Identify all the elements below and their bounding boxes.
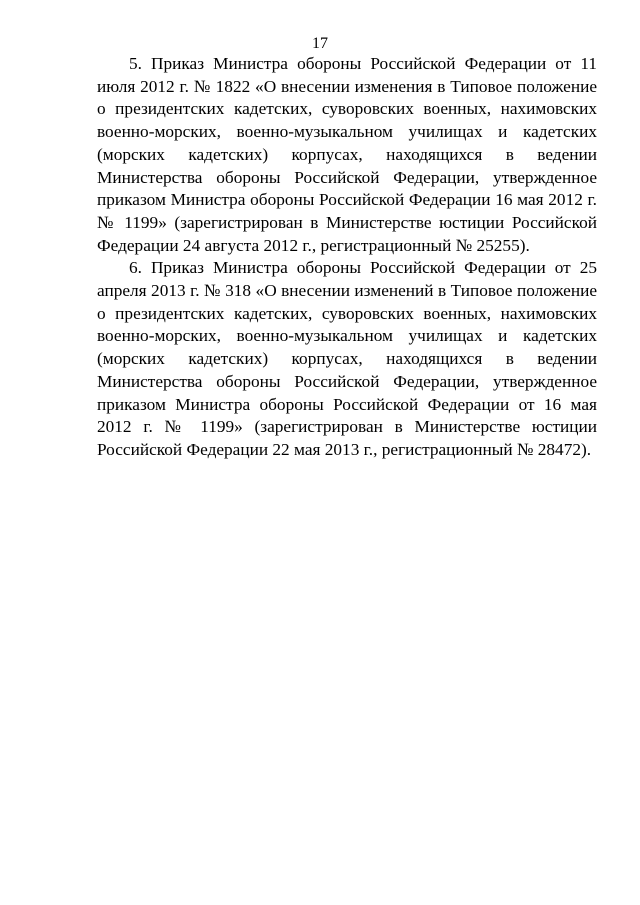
document-body bbox=[97, 53, 597, 462]
page-number: 17 bbox=[312, 35, 328, 52]
list-item-5: 5. Приказ Министра обороны Российской Федерации от 11 июля 2012 г. № 1822 «О внесении изменения в Типовое положение о президентских кадетских, суворовских военных, нахимовских военно-морских, военно-музыкальном училищах и кадетских (морских кадетских) корпусах, находящихся в ведении Министерства обороны Российской Федерации, утвержденное приказом Министра обороны Российской Федерации 16 мая 2012 г. № 1199» (зарегистрирован в Министерстве юстиции Российской Федерации 24 августа 2012 г., регистрационный № 25255). bbox=[97, 54, 597, 255]
list-item-6: 6. Приказ Министра обороны Российской Федерации от 25 апреля 2013 г. № 318 «О внесении изменений в Типовое положение о президентских кадетских, суворовских военных, нахимовских военно-морских, военно-музыкальном училищах и кадетских (морских кадетских) корпусах, находящихся в ведении Министерства обороны Российской Федерации, утвержденное приказом Министра обороны Российской Федерации от 16 мая 2012 г. № 1199» (зарегистрирован в Министерстве юстиции Российской Федерации 22 мая 2013 г., регистрационный № 28472). bbox=[97, 258, 597, 459]
